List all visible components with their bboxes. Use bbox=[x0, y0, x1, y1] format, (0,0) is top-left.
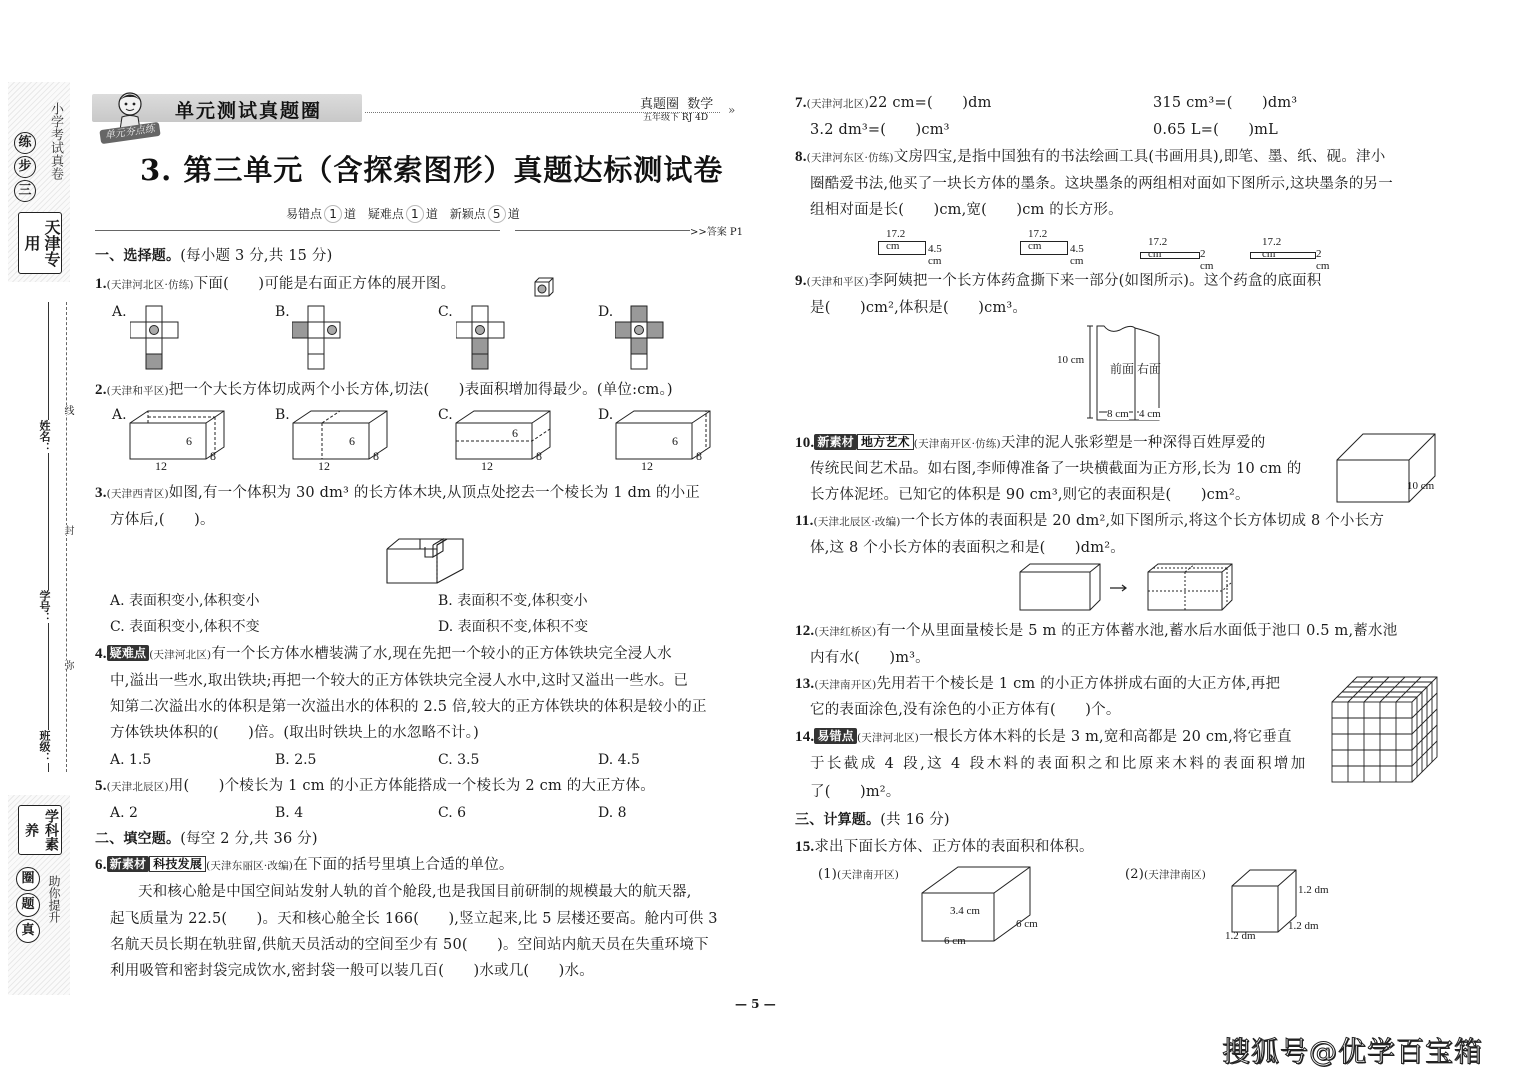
sidebar-top_circles-1: 步 bbox=[14, 156, 36, 178]
questions-q10-text1: 天津的泥人张彩塑是一种深得百姓厚爱的 bbox=[1000, 435, 1266, 451]
field-name-label: 姓名： bbox=[38, 420, 51, 453]
question-6 bbox=[95, 852, 514, 879]
header-stats-2-count: 5 bbox=[488, 205, 506, 223]
questions-q2-text: 把一个大长方体切成两个小长方体,切法( )表面积增加得最少。(单位:cm。) bbox=[168, 382, 673, 398]
question-9-line-2: 是( )cm²,体积是( )cm³。 bbox=[810, 300, 1028, 316]
q3-figure bbox=[385, 535, 465, 589]
questions-q4-src: (天津河北区) bbox=[149, 649, 212, 661]
topic-badge: 地方艺术 bbox=[857, 434, 914, 450]
questions-q6-text: 在下面的括号里填上合适的单位。 bbox=[293, 857, 514, 873]
questions-q14-num: 14. bbox=[795, 729, 815, 745]
questions-q5-text: 用( )个棱长为 1 cm 的小正方体能搭成一个棱长为 2 cm 的大正方体。 bbox=[168, 778, 655, 794]
questions-q13-num: 13. bbox=[795, 676, 815, 692]
cut-mark-line: 线 bbox=[62, 405, 73, 415]
header-stats-1-unit: 道 bbox=[425, 207, 438, 221]
questions-q15-p1-label: (1) bbox=[818, 867, 838, 882]
difficulty-badge: 疑难点 bbox=[107, 645, 150, 661]
questions-q15-p2-src: (天津津南区) bbox=[1144, 869, 1207, 881]
questions-q2-dims-w: 8 bbox=[696, 449, 702, 463]
questions-q15-num: 15. bbox=[795, 839, 815, 855]
questions-q8-rects-3-h: 2 cm bbox=[1316, 248, 1330, 272]
mascot-ribbon: 单元夯点练 bbox=[99, 122, 160, 144]
questions-q15-p1-l: 6 cm bbox=[944, 935, 966, 947]
question-5 bbox=[95, 773, 655, 800]
answer-reference: >>答案 P1 bbox=[690, 227, 744, 238]
header-stats-0-label: 易错点 bbox=[286, 207, 323, 221]
questions-q3-num: 3. bbox=[95, 485, 107, 501]
questions-q2-dims-h: 6 bbox=[349, 434, 355, 448]
questions-q2-dims-w: 8 bbox=[210, 449, 216, 463]
question-10-line-2: 传统民间艺术品。如右图,李师傅准备了一块横截面为正方形,长为 10 cm 的 bbox=[810, 461, 1302, 477]
questions-q2-dims-h: 6 bbox=[512, 426, 518, 440]
header-stats-0-unit: 道 bbox=[344, 207, 357, 221]
page-number: — 5 — bbox=[735, 997, 776, 1011]
questions-q15-p1-w: 6 cm bbox=[1016, 918, 1038, 930]
header-rule-left bbox=[95, 230, 500, 231]
q11-figure bbox=[1018, 562, 1238, 616]
questions-q2-dims-w: 8 bbox=[536, 449, 542, 463]
q1-option-d-net[interactable] bbox=[615, 305, 665, 374]
binding-area bbox=[8, 290, 73, 790]
sidebar-bottom_circles-1: 题 bbox=[16, 893, 40, 917]
questions-q10-num: 10. bbox=[795, 435, 815, 451]
q15-cuboid bbox=[920, 865, 1060, 955]
question-2 bbox=[95, 377, 673, 404]
questions-q2-dims-w: 8 bbox=[373, 449, 379, 463]
question-3 bbox=[95, 480, 700, 507]
q5-option-c[interactable]: C. 6 bbox=[438, 805, 467, 821]
questions-q11-src: (天津北辰区·改编) bbox=[813, 516, 901, 528]
field-id-label: 学号： bbox=[38, 590, 51, 623]
page-title: 3. 第三单元（含探索图形）真题达标测试卷 bbox=[140, 153, 724, 187]
questions-q14-src: (天津河北区) bbox=[856, 732, 920, 744]
q13-cube-grid bbox=[1330, 675, 1440, 789]
sections-s1-title: 一、选择题。 bbox=[95, 248, 181, 264]
question-10 bbox=[795, 430, 1265, 457]
question-6-para-1: 天和核心舱是中国空间站发射人轨的首个舱段,也是我国目前研制的规模最大的航天器, bbox=[138, 884, 692, 900]
watermark: 搜狐号@优学百宝箱 bbox=[1222, 1035, 1484, 1068]
q1-option-d-label[interactable]: D. bbox=[598, 304, 614, 320]
sidebar-bottom_circles-2: 圈 bbox=[16, 867, 40, 891]
q3-option-d[interactable]: D. 表面积不变,体积不变 bbox=[438, 619, 589, 635]
questions-q12-text1: 有一个从里面量棱长是 5 m 的正方体蓄水池,蓄水后水面低于池口 0.5 m,蓄水池 bbox=[876, 623, 1398, 639]
q4-option-a[interactable]: A. 1.5 bbox=[110, 752, 152, 768]
question-13 bbox=[795, 671, 1280, 698]
questions-q3-src: (天津西青区) bbox=[106, 488, 169, 500]
questions-q8-num: 8. bbox=[795, 149, 807, 165]
sidebar-bottom-circles bbox=[16, 867, 42, 943]
questions-q7-items-0: 22 cm=( )dm bbox=[868, 95, 992, 111]
error-prone-badge: 易错点 bbox=[814, 728, 857, 744]
questions-q9-num: 9. bbox=[795, 273, 807, 289]
questions-q9-fig-right: 右面 bbox=[1137, 362, 1162, 376]
q7-item-2: 315 cm³=( )dm³ bbox=[1153, 95, 1298, 111]
question-4-line-4: 方体铁块体积的( )倍。(取出时铁块上的水忽略不计。) bbox=[110, 725, 479, 741]
questions-q2-num: 2. bbox=[95, 382, 107, 398]
question-6-para-2: 起飞质量为 22.5( )。天和核心舱全长 166( ),竖立起来,比 5 层楼还要高。舱内可供 3 bbox=[110, 911, 718, 927]
questions-q8-rects-1-h: 4.5 cm bbox=[1070, 243, 1084, 267]
question-1 bbox=[95, 271, 455, 298]
cut-line bbox=[66, 302, 67, 772]
sections-s3-title: 三、计算题。 bbox=[795, 812, 881, 828]
sidebar-bottom_circles-0: 真 bbox=[16, 919, 40, 943]
questions-q6-src: (天津东丽区·改编) bbox=[206, 860, 294, 872]
question-4-line-3: 知第二次溢出水的体积是第一次溢出水的体积的 2.5 倍,较大的正方体铁块的体积是较小的正 bbox=[110, 699, 707, 715]
question-3-cont: 方体后,( )。 bbox=[110, 512, 215, 528]
q1-option-b-label[interactable]: B. bbox=[275, 304, 290, 320]
new-material-badge: 新素材 bbox=[107, 856, 150, 872]
q15-part-2-label bbox=[1125, 862, 1206, 888]
questions-q9-text1: 李阿姨把一个长方体药盒撕下来一部分(如图所示)。这个药盒的底面积 bbox=[868, 273, 1322, 289]
sections-s1-note: (每小题 3 分,共 15 分) bbox=[180, 248, 333, 264]
q15-part-1-label bbox=[818, 862, 899, 888]
questions-q15-p2-l: 1.2 dm bbox=[1225, 930, 1256, 942]
q4-option-b[interactable]: B. 2.5 bbox=[275, 752, 317, 768]
questions-q2-dims-l: 12 bbox=[318, 459, 330, 473]
question-10-line-3: 长方体泥坯。已知它的体积是 90 cm³,则它的表面积是( )cm²。 bbox=[810, 487, 1250, 503]
questions-q8-rects-0-w: 17.2 cm bbox=[886, 228, 906, 252]
question-7 bbox=[795, 90, 992, 117]
questions-q8-rects-0-h: 4.5 cm bbox=[928, 243, 942, 267]
question-6-para-4: 利用吸管和密封袋完成饮水,密封袋一般可以装几百( )水或几( )水。 bbox=[110, 963, 594, 979]
questions-q5-num: 5. bbox=[95, 778, 107, 794]
header-stats-1-count: 1 bbox=[406, 205, 424, 223]
q2-option-d-label[interactable]: D. bbox=[598, 407, 614, 423]
q3-option-b[interactable]: B. 表面积不变,体积变小 bbox=[438, 593, 588, 609]
q10-figure bbox=[1335, 432, 1445, 504]
chevron-icon: » bbox=[728, 103, 736, 117]
questions-q1-text: 下面( )可能是右面正方体的展开图。 bbox=[193, 276, 456, 292]
questions-q14-text1: 一根长方体木料的长是 3 m,宽和高都是 20 cm,将它垂直 bbox=[919, 729, 1292, 745]
q3-option-c[interactable]: C. 表面积变小,体积不变 bbox=[110, 619, 260, 635]
sidebar-top-box: 天津专用 bbox=[18, 212, 62, 274]
question-stats bbox=[286, 205, 520, 223]
question-14-line-3: 了( )m²。 bbox=[810, 784, 901, 800]
header-stats-2-unit: 道 bbox=[507, 207, 520, 221]
sidebar-top_circles-2: 练 bbox=[14, 132, 36, 154]
q1-option-c-label[interactable]: C. bbox=[438, 304, 453, 320]
q5-option-a[interactable]: A. 2 bbox=[110, 805, 138, 821]
cut-mark-close: 弥 bbox=[62, 660, 73, 670]
questions-q2-src: (天津和平区) bbox=[106, 385, 169, 397]
question-11 bbox=[795, 508, 1384, 535]
questions-q12-num: 12. bbox=[795, 623, 815, 639]
field-line bbox=[48, 302, 49, 772]
questions-q3-text1: 如图,有一个体积为 30 dm³ 的长方体木块,从顶点处挖去一个棱长为 1 dm 的小正 bbox=[168, 485, 700, 501]
questions-q15-text: 求出下面长方体、正方体的表面积和体积。 bbox=[814, 839, 1094, 855]
q5-option-d[interactable]: D. 8 bbox=[598, 805, 627, 821]
q2-option-c-box[interactable] bbox=[454, 407, 554, 473]
questions-q9-fig-w1: 8 cm bbox=[1107, 408, 1129, 420]
q2-option-d-box[interactable] bbox=[614, 407, 714, 473]
header-stats-1-label: 疑难点 bbox=[367, 207, 404, 221]
q7-item-3: 3.2 dm³=( )cm³ bbox=[810, 122, 950, 138]
questions-q15-p2-w: 1.2 dm bbox=[1288, 920, 1319, 932]
new-material-badge: 新素材 bbox=[814, 434, 857, 450]
questions-q11-num: 11. bbox=[795, 513, 814, 529]
questions-q2-dims-h: 6 bbox=[186, 434, 192, 448]
series-label: 真题圈 数学 bbox=[640, 97, 714, 112]
q2-option-a-box[interactable] bbox=[128, 407, 228, 473]
sidebar-top_circles-0: 三 bbox=[14, 180, 36, 202]
questions-q8-rects-1-w: 17.2 cm bbox=[1028, 228, 1048, 252]
question-4-line-2: 中,溢出一些水,取出铁块;再把一个较大的正方体铁块完全浸人水中,这时又溢出一些水。已 bbox=[110, 673, 689, 689]
header-stats-0-count: 1 bbox=[324, 205, 342, 223]
q3-option-a[interactable]: A. 表面积变小,体积变小 bbox=[110, 593, 260, 609]
q1-option-c-net[interactable] bbox=[456, 305, 506, 374]
questions-q2-dims-l: 12 bbox=[155, 459, 167, 473]
questions-q9-fig-front: 前面 bbox=[1110, 362, 1135, 376]
q5-option-b[interactable]: B. 4 bbox=[275, 805, 304, 821]
sidebar-top-text: 小学考试真卷 bbox=[48, 102, 63, 180]
questions-q2-dims-l: 12 bbox=[641, 459, 653, 473]
questions-q10-fig_label: 10 cm bbox=[1407, 480, 1435, 492]
question-8 bbox=[795, 144, 1385, 171]
q2-option-c-label[interactable]: C. bbox=[438, 407, 453, 423]
question-9 bbox=[795, 268, 1321, 295]
section-3-title bbox=[795, 807, 950, 833]
question-4 bbox=[95, 641, 672, 668]
question-12 bbox=[795, 618, 1397, 645]
sections-s3-note: (共 16 分) bbox=[880, 812, 950, 828]
section-1-title bbox=[95, 243, 332, 269]
question-15 bbox=[795, 834, 1094, 860]
q7-item-4: 0.65 L=( )mL bbox=[1153, 122, 1278, 138]
sidebar-bottom-box: 学科素养 bbox=[18, 805, 62, 855]
q2-option-b-label[interactable]: B. bbox=[275, 407, 290, 423]
questions-q6-num: 6. bbox=[95, 857, 107, 873]
question-14 bbox=[795, 724, 1292, 751]
q2-option-b-box[interactable] bbox=[291, 407, 391, 473]
questions-q13-text1: 先用若干个棱长是 1 cm 的小正方体拼成右面的大正方体,再把 bbox=[876, 676, 1281, 692]
question-12-line-2: 内有水( )m³。 bbox=[810, 650, 930, 666]
sidebar-top-banner bbox=[8, 82, 70, 282]
questions-q7-src: (天津河北区) bbox=[806, 98, 869, 110]
questions-q7-num: 7. bbox=[795, 95, 807, 111]
field-class-label: 班级： bbox=[38, 730, 51, 763]
questions-q8-text1: 文房四宝,是指中国独有的书法绘画工具(书画用具),即笔、墨、纸、砚。津小 bbox=[893, 149, 1386, 165]
sections-s2-note: (每空 2 分,共 36 分) bbox=[180, 831, 318, 847]
questions-q4-text1: 有一个长方体水槽装满了水,现在先把一个较小的正方体铁块完全浸人水 bbox=[211, 646, 672, 662]
header-stats-2-label: 新颖点 bbox=[449, 207, 486, 221]
question-13-line-2: 它的表面涂色,没有涂色的小正方体有( )个。 bbox=[810, 702, 1121, 718]
questions-q9-fig-height: 10 cm bbox=[1057, 354, 1085, 366]
q2-option-a-label[interactable]: A. bbox=[112, 407, 127, 423]
q9-figure bbox=[1055, 322, 1195, 422]
questions-q8-src: (天津河东区·仿练) bbox=[806, 152, 894, 164]
question-8-line-2: 圈酷爱书法,他买了一块长方体的墨条。这块墨条的两组相对面如下图所示,这块墨条的另一 bbox=[810, 176, 1393, 192]
questions-q15-p1-h: 3.4 cm bbox=[950, 905, 980, 917]
sections-s2-title: 二、填空题。 bbox=[95, 831, 181, 847]
q1-option-b-net[interactable] bbox=[292, 305, 342, 374]
questions-q5-src: (天津北辰区) bbox=[106, 781, 169, 793]
questions-q8-rects-3-w: 17.2 cm bbox=[1262, 236, 1282, 260]
question-8-line-3: 组相对面是长( )cm,宽( )cm 的长方形。 bbox=[810, 202, 1123, 218]
cut-mark-seal: 封 bbox=[62, 525, 73, 535]
question-14-line-2: 于长截成 4 段,这 4 段木料的表面积之和比原来木料的表面积增加 bbox=[810, 756, 1308, 772]
grade-label: 五年级下 RJ 4D bbox=[643, 113, 709, 123]
questions-q15-p2-h: 1.2 dm bbox=[1298, 884, 1329, 896]
q1-option-a-net[interactable] bbox=[130, 305, 180, 374]
q15-cube bbox=[1225, 868, 1350, 948]
questions-q1-src: (天津河北区·仿练) bbox=[106, 279, 194, 291]
questions-q12-src: (天津红桥区) bbox=[814, 626, 877, 638]
questions-q2-dims-l: 12 bbox=[481, 459, 493, 473]
cube-icon bbox=[533, 276, 555, 302]
questions-q2-dims-h: 6 bbox=[672, 434, 678, 448]
questions-q15-p1-src: (天津南开区) bbox=[837, 869, 900, 881]
question-6-para-3: 名航天员长期在轨驻留,供航天员活动的空间至少有 50( )。空间站内航天员在失重环境下 bbox=[110, 937, 709, 953]
sidebar-bottom-banner bbox=[8, 795, 70, 995]
questions-q4-num: 4. bbox=[95, 646, 107, 662]
questions-q8-rects-2-w: 17.2 cm bbox=[1148, 236, 1168, 260]
questions-q9-src: (天津和平区) bbox=[806, 276, 869, 288]
topic-badge: 科技发展 bbox=[149, 856, 206, 872]
section-2-title bbox=[95, 826, 318, 852]
questions-q15-p2-label: (2) bbox=[1125, 867, 1145, 882]
sidebar-bottom-text: 助你提升 bbox=[47, 875, 61, 923]
q1-option-a-label[interactable]: A. bbox=[112, 304, 127, 320]
questions-q9-fig-w2: 4 cm bbox=[1139, 408, 1161, 420]
header-rule-right bbox=[515, 230, 690, 231]
q4-option-d[interactable]: D. 4.5 bbox=[598, 752, 640, 768]
q4-option-c[interactable]: C. 3.5 bbox=[438, 752, 480, 768]
questions-q8-rects-2-h: 2 cm bbox=[1200, 248, 1214, 272]
questions-q11-text1: 一个长方体的表面积是 20 dm²,如下图所示,将这个长方体切成 8 个小长方 bbox=[900, 513, 1385, 529]
questions-q13-src: (天津南开区) bbox=[814, 679, 877, 691]
questions-q10-src: (天津南开区·仿练) bbox=[913, 438, 1001, 450]
sidebar-top-circles bbox=[14, 132, 40, 202]
banner-title: 单元测试真题圈 bbox=[175, 100, 323, 122]
question-11-line-2: 体,这 8 个小长方体的表面积之和是( )dm²。 bbox=[810, 540, 1125, 556]
questions-q1-num: 1. bbox=[95, 276, 107, 292]
